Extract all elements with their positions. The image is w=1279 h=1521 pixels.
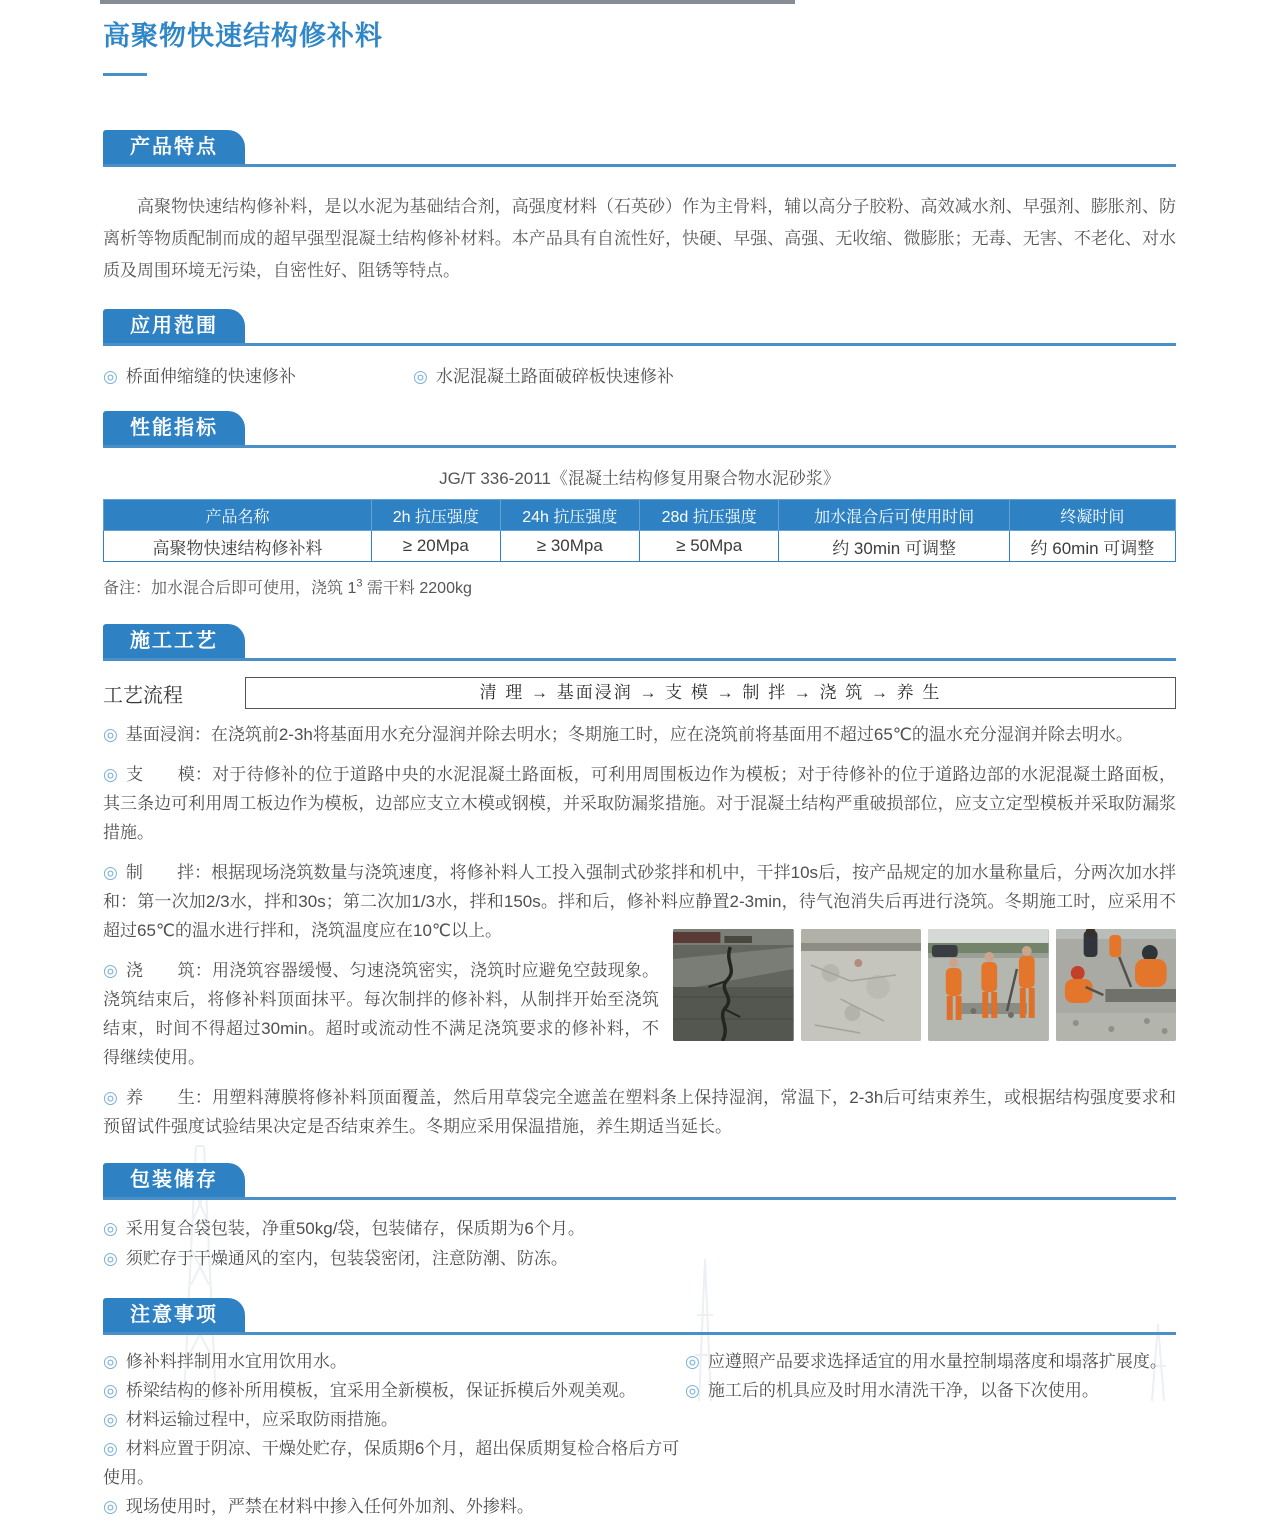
pouring-step-with-photos: [103, 945, 1176, 1072]
circle-bullet-icon: ◎: [103, 1410, 118, 1429]
step-text: 养 生：用塑料薄膜将修补料顶面覆盖，然后用草袋完全遮盖在塑料条上保持湿润，常温下，2-3h后可结束养生，或根据结构强度要求和预留试件强度试验结果决定是否结束养生。冬期应采用保温措施，养生期适当延长。: [103, 1088, 1176, 1136]
step-text: 支 模：对于待修补的位于道路中央的水泥混凝土路面板，可利用周围板边作为模板；对于待修补的位于道路边部的水泥混凝土路面板，其三条边可利用周工板边作为模板，边部应支立木模或钢模，并采取防漏浆措施。对于混凝土结构严重破损部位，应支立定型模板并采取防漏浆措施。: [103, 765, 1177, 842]
notes-columns: [103, 1347, 1176, 1521]
section-header-performance: [103, 411, 1176, 448]
table-cell: 高聚物快速结构修补料: [104, 531, 372, 562]
circle-bullet-icon: ◎: [103, 1439, 118, 1458]
circle-bullet-icon: ◎: [103, 1381, 118, 1400]
note-item: [103, 1492, 685, 1521]
applications-tab: 应用范围: [103, 309, 245, 343]
circle-bullet-icon: ◎: [685, 1352, 700, 1371]
packaging-list: [103, 1214, 1176, 1274]
step-text: 浇 筑：用浇筑容器缓慢、匀速浇筑密实，浇筑时应避免空鼓现象。浇筑结束后，将修补料顶面抹平。每次制拌的修补料，从制拌开始至浇筑结束，时间不得超过30min。超时或流动性不满足浇筑要求的修补料，不得继续使用。: [103, 961, 660, 1067]
packaging-tab: 包装储存: [103, 1163, 245, 1197]
note-item-label: 现场使用时，严禁在材料中掺入任何外加剂、外掺料。: [125, 1497, 534, 1516]
section-header-notes: [103, 1298, 1176, 1335]
note-item-label: 施工后的机具应及时用水清洗干净，以备下次使用。: [707, 1381, 1099, 1400]
table-header-cell: 加水混合后可使用时间: [779, 500, 1009, 531]
section-header-features: [103, 130, 1176, 167]
table-cell: ≥ 30Mpa: [500, 531, 639, 562]
section-header-process: [103, 624, 1176, 661]
packaging-item: [103, 1214, 1176, 1244]
process-step: [103, 720, 1176, 749]
step-text: 基面浸润：在浇筑前2-3h将基面用水充分湿润并除去明水；冬期施工时，应在浇筑前将基面用不超过65℃的温水充分湿润并除去明水。: [125, 725, 1133, 744]
flow-label: 工艺流程: [103, 684, 183, 707]
application-item-label: 水泥混凝土路面破碎板快速修补: [435, 367, 674, 386]
step-text: 制 拌：根据现场浇筑数量与浇筑速度，将修补料人工投入强制式砂浆拌和机中，干拌10s后，按产品规定的加水量称量后，分两次加水拌和：第一次加2/3水，拌和30s；第二次加1/3水，拌和150s。拌和后，修补料应静置2-3min，待气泡消失后再进行浇筑。冬期施工时，应采用不超过65℃的温水进行拌和，浇筑温度应在10℃以上。: [103, 863, 1176, 940]
performance-tab: 性能指标: [103, 411, 245, 445]
table-remark: [103, 575, 1176, 598]
photo-workers-breaking-pavement: [928, 929, 1049, 1041]
process-flow-row: [103, 677, 1176, 709]
circle-bullet-icon: ◎: [103, 1219, 118, 1238]
application-item-label: 桥面伸缩缝的快速修补: [125, 367, 296, 386]
notes-tab: 注意事项: [103, 1298, 245, 1332]
process-step: [103, 956, 659, 1072]
note-item-label: 材料应置于阴凉、干燥处贮存，保质期6个月，超出保质期复检合格后方可使用。: [103, 1439, 680, 1487]
table-header-row: [104, 500, 1176, 531]
note-item: [103, 1405, 685, 1434]
table-header-cell: 终凝时间: [1009, 500, 1175, 531]
notes-right-column: [685, 1347, 1176, 1521]
table-header-cell: 28d 抗压强度: [639, 500, 778, 531]
circle-bullet-icon: ◎: [103, 1088, 119, 1107]
note-item: [685, 1347, 1176, 1376]
table-cell: ≥ 20Mpa: [372, 531, 501, 562]
performance-table: [103, 499, 1176, 562]
remark-suffix: 需干料 2200kg: [362, 580, 472, 597]
note-item-label: 材料运输过程中，应采取防雨措施。: [125, 1410, 398, 1429]
table-cell: 约 30min 可调整: [779, 531, 1009, 562]
table-row: [104, 531, 1176, 562]
features-tab: 产品特点: [103, 130, 245, 164]
note-item-label: 修补料拌制用水宜用饮用水。: [125, 1352, 347, 1371]
circle-bullet-icon: ◎: [103, 1249, 118, 1268]
note-item-label: 应遵照产品要求选择适宜的用水量控制塌落度和塌落扩展度。: [707, 1352, 1167, 1371]
table-header-cell: 24h 抗压强度: [500, 500, 639, 531]
features-paragraph: 高聚物快速结构修补料，是以水泥为基础结合剂，高强度材料（石英砂）作为主骨料，辅以高分子胶粉、高效减水剂、早强剂、膨胀剂、防离析等物质配制而成的超早强型混凝土结构修补材料。本产品具有自流性好，快硬、早强、高强、无收缩、微膨胀；无毒、无害、不老化、对水质及周围环境无污染，自密性好、阻锈等特点。: [103, 197, 1176, 280]
process-step: [103, 760, 1176, 847]
notes-left-column: [103, 1347, 685, 1521]
circle-bullet-icon: ◎: [103, 1497, 118, 1516]
table-cell: 约 60min 可调整: [1009, 531, 1175, 562]
circle-bullet-icon: ◎: [103, 367, 118, 386]
packaging-item: [103, 1244, 1176, 1274]
photo-damaged-concrete-surface: [801, 929, 922, 1041]
application-item: [103, 362, 413, 387]
note-item: [103, 1347, 685, 1376]
title-underline: [103, 73, 147, 76]
circle-bullet-icon: ◎: [103, 725, 118, 744]
circle-bullet-icon: ◎: [103, 961, 119, 980]
process-tab: 施工工艺: [103, 624, 245, 658]
note-item: [103, 1434, 685, 1492]
circle-bullet-icon: ◎: [103, 765, 119, 784]
process-step: [103, 1083, 1176, 1141]
remark-prefix: 备注：加水混合后即可使用，浇筑 1: [103, 580, 357, 597]
circle-bullet-icon: ◎: [103, 863, 118, 882]
remark-superscript: 3: [356, 577, 363, 590]
section-header-applications: [103, 309, 1176, 346]
note-item-label: 桥梁结构的修补所用模板，宜采用全新模板，保证拆模后外观美观。: [125, 1381, 636, 1400]
standard-reference: JG/T 336-2011《混凝土结构修复用聚合物水泥砂浆》: [439, 469, 840, 488]
site-photos: [673, 929, 1176, 1041]
packaging-item-label: 须贮存于干燥通风的室内，包装袋密闭，注意防潮、防冻。: [125, 1249, 568, 1268]
photo-workers-repairing-joint: [1056, 929, 1177, 1041]
packaging-item-label: 采用复合袋包装，净重50kg/袋，包装储存，保质期为6个月。: [125, 1219, 585, 1238]
table-header-cell: 产品名称: [104, 500, 372, 531]
circle-bullet-icon: ◎: [103, 1352, 118, 1371]
table-cell: ≥ 50Mpa: [639, 531, 778, 562]
circle-bullet-icon: ◎: [413, 367, 428, 386]
table-header-cell: 2h 抗压强度: [372, 500, 501, 531]
photo-cracked-pavement: [673, 929, 794, 1041]
section-header-packaging: [103, 1163, 1176, 1200]
applications-list: [103, 362, 1176, 387]
page-title: 高聚物快速结构修补料: [103, 21, 383, 51]
application-item: [413, 362, 674, 387]
flow-diagram: 清 理 → 基面浸润 → 支 模 → 制 拌 → 浇 筑 → 养 生: [245, 677, 1176, 709]
circle-bullet-icon: ◎: [685, 1381, 700, 1400]
